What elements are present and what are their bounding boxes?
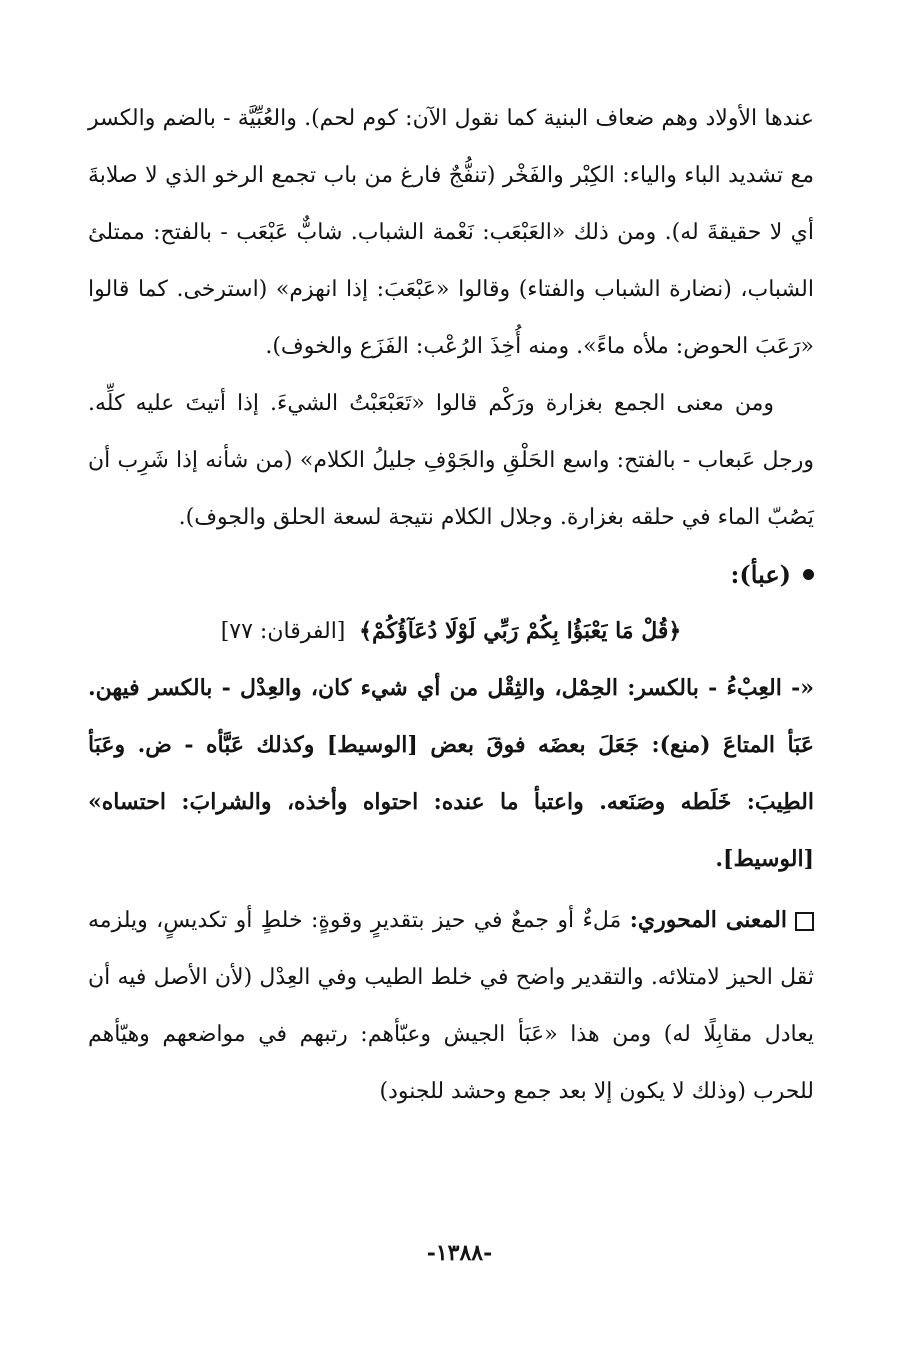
central-meaning-text: مَلءٌ أو جمعٌ في حيز بتقديرٍ وقوةٍ: خلطٍ أو تكديسٍ، ويلزمه ثقل الحيز لامتلائه. والتقدير واضح في خلط الطيب وفي العِدْل (لأن الأصل فيه أن يعادل مقابِلًا له) ومن هذا «عَبَأ الجيش وعبّأهم: رتبهم في مواضعهم وهيّأهم للحرب (وذلك لا يكون إلا بعد جمع وحشد للجنود) [88,908,814,1104]
page-number: -١٣٨٨- [426,1240,493,1266]
central-meaning-label: المعنى المحوري: [629,907,787,933]
root-heading-label: (عبأ): [730,560,791,589]
page-body [88,90,814,1120]
central-meaning-paragraph [88,892,814,1120]
paragraph-1: عندها الأولاد وهم ضعاف البنية كما نقول الآن: كوم لحم). والعُبِّيَّة - بالضم والكسر مع تشديد الباء والياء: الكِبْر والفَخْر (تنفُّجٌ فارغ من باب تجمع الرخو الذي لا صلابةَ أي لا حقيقةَ له). ومن ذلك «العَبْعَب: نَعْمة الشباب. شابٌّ عَبْعَب - بالفتح: ممتلئ الشباب، (نضارة الشباب والفتاء) وقالوا «عَبْعَبَ: إذا انهزم» (استرخى. كما قالوا «رَعَبَ الحوض: ملأه ماءً». ومنه أُخِذَ الرُعْب: الفَزَع والخوف). [88,106,814,359]
quran-verse-text: ﴿قُلْ مَا يَعْبَؤُا بِكُمْ رَبِّي لَوْلَا دُعَآؤُكُمْ﴾ [359,618,682,644]
square-box-icon [795,912,814,931]
bullet-icon [803,569,814,580]
root-heading [88,546,814,603]
quran-verse [88,603,814,660]
dictionary-definition: «- العِبْءُ - بالكسر: الحِمْل، والثِقْل من أي شيء كان، والعِدْل - بالكسر فيهن. عَبَأ المتاعَ (منع): جَعَلَ بعضَه فوقَ بعض [الوسيط] وكذلك عَبَّأه - ض. وعَبَأ الطِيبَ: خَلَطه وصَنَعه. واعتبأ ما عنده: احتواه وأخذه، والشرابَ: احتساه» [الوسيط]. [88,675,814,872]
paragraph-2: ومن معنى الجمع بغزارة ورَكْم قالوا «تَعَبْعَبْتُ الشيءَ. إذا أتيتَ عليه كلِّه. ورجل عَبعاب - بالفتح: واسع الحَلْقِ والجَوْفِ جليلُ الكلام» (من شأنه إذا شَرِب أن يَصُبّ الماء في حلقه بغزارة. وجلال الكلام نتيجة لسعة الحلق والجوف). [88,391,814,530]
quran-reference: [الفرقان: ٧٧] [220,619,346,644]
